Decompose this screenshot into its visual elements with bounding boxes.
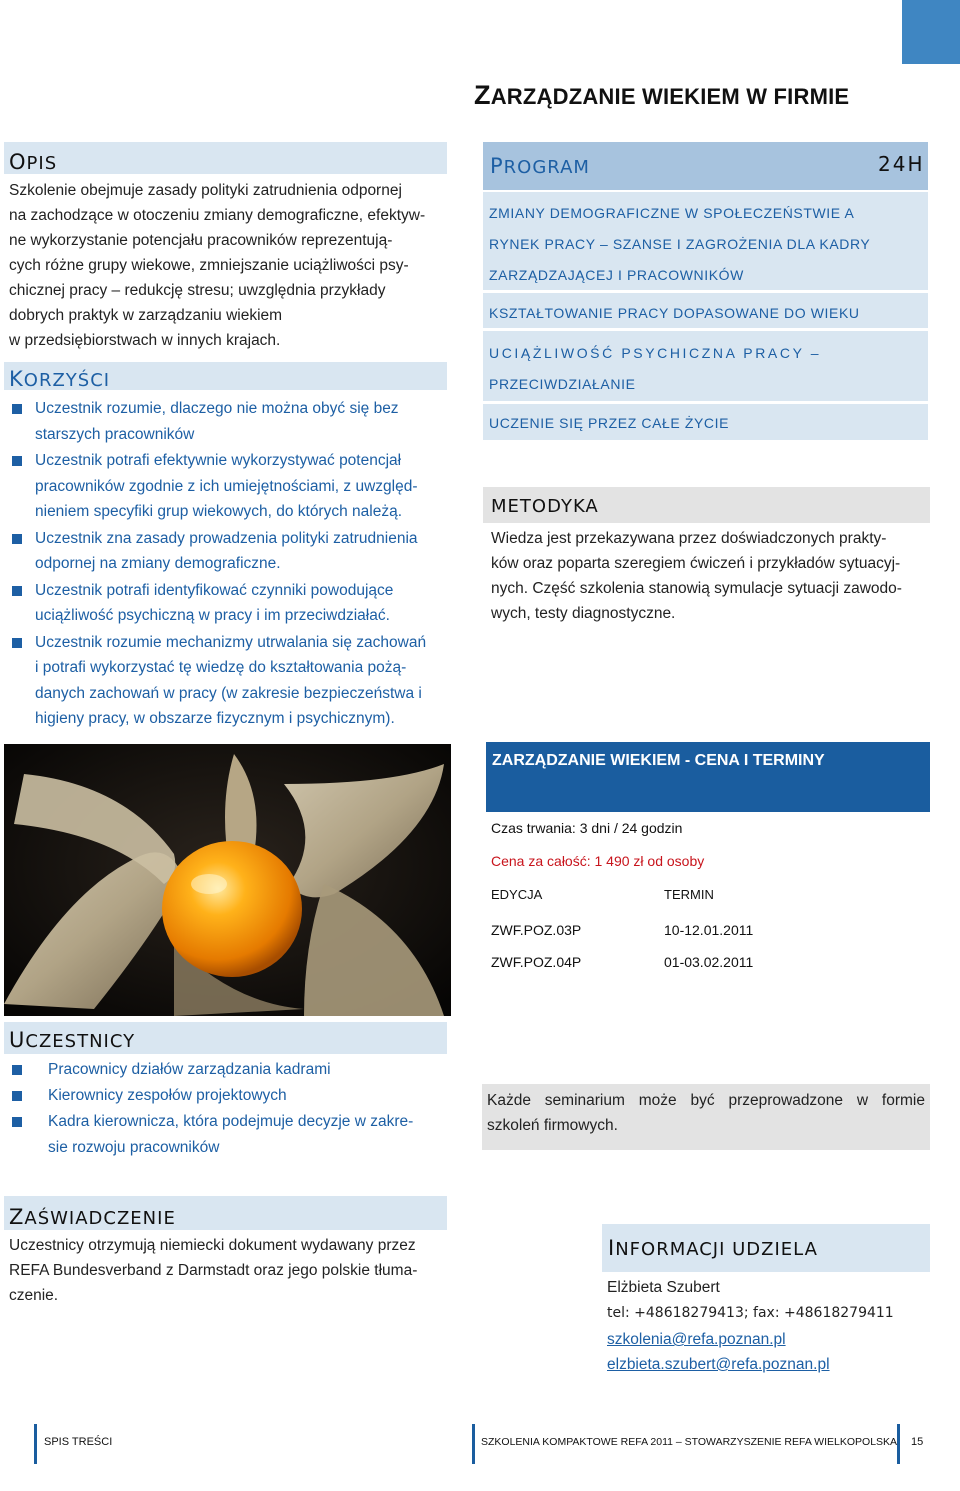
footer-divider: [897, 1424, 900, 1464]
physalis-photo: [4, 744, 451, 1016]
list-item: Uczestnik potrafi efektywnie wykorzystywać potencjał pracowników zgodnie z ich umiejętnościami, z uwzględ- nieniem specyfiki grup wiekowych, do których należą.: [10, 448, 450, 525]
list-item: Uczestnik zna zasady prowadzenia polityki zatrudnienia odpornej na zmiany demograficzne.: [10, 526, 450, 577]
cena-duration: Czas trwania: 3 dni / 24 godzin: [491, 820, 683, 836]
list-item: Pracownicy działów zarządzania kadrami: [10, 1057, 450, 1083]
opis-line: na zachodzące w otoczeniu zmiany demograficzne, efektyw-: [9, 207, 426, 224]
opis-line: chicznej pracy – redukcję stresu; uwzględnia przykłady: [9, 282, 386, 299]
program-item: KSZTAŁTOWANIE PRACY DOPASOWANE DO WIEKU: [489, 305, 860, 321]
opis-text: [9, 178, 449, 353]
metodyka-line: ków oraz poparta szeregiem ćwiczeń i przykładów sytuacyj-: [491, 555, 901, 572]
program-item: UCZENIE SIĘ PRZEZ CAŁE ŻYCIE: [489, 415, 730, 431]
email-link-szubert[interactable]: elzbieta.szubert@refa.poznan.pl: [607, 1356, 830, 1373]
list-item: Kierownicy zespołów projektowych: [10, 1083, 450, 1109]
cena-col-edycja: EDYCJA: [491, 887, 543, 902]
opis-line: dobrych praktyk w zarządzaniu wiekiem: [9, 307, 283, 324]
contact-name: Elżbieta Szubert: [607, 1279, 720, 1296]
list-item: Kadra kierownicza, która podejmuje decyzje w zakre- sie rozwoju pracowników: [10, 1109, 450, 1161]
opis-line: cych różne grupy wiekowe, zmniejszanie uciążliwości psy-: [9, 257, 409, 274]
cena-heading: ZARZĄDZANIE WIEKIEM - CENA I TERMINY: [492, 752, 825, 769]
footer-divider: [34, 1424, 37, 1464]
list-item: Uczestnik rozumie, dlaczego nie można obyć się bez starszych pracowników: [10, 396, 450, 447]
program-heading: PROGRAM: [490, 154, 590, 178]
opis-heading: OPIS: [9, 150, 58, 174]
program-item: ZMIANY DEMOGRAFICZNE W SPOŁECZEŃSTWIE A RYNEK PRACY – SZANSE I ZAGROŻENIA DLA KADRY ZARZĄDZAJĄCEJ I PRACOWNIKÓW: [489, 205, 871, 283]
uczestnicy-list: [10, 1057, 450, 1161]
metodyka-line: wych, testy diagnostyczne.: [491, 605, 676, 622]
corner-accent-block: [902, 0, 960, 64]
metodyka-line: nych. Część szkolenia stanowią symulacje sytuacji zawodo-: [491, 580, 902, 597]
uczestnicy-heading: UCZESTNICY: [9, 1028, 136, 1052]
email-link-szkolenia[interactable]: szkolenia@refa.poznan.pl: [607, 1331, 786, 1348]
opis-line: ne wykorzystanie potencjału pracowników reprezentują-: [9, 232, 393, 249]
list-item: Uczestnik rozumie mechanizmy utrwalania się zachowań i potrafi wykorzystać tę wiedzę do kształtowania pożą- danych zachowań w pracy (w zakresie bezpieczeństwa i higieny pracy, w obszarze fizycznym i psychicznym).: [10, 630, 450, 732]
korzysci-list: [10, 396, 450, 732]
informacji-heading: INFORMACJI UDZIELA: [608, 1236, 818, 1260]
cena-col-termin: TERMIN: [664, 887, 714, 902]
metodyka-line: Wiedza jest przekazywana przez doświadczonych prakty-: [491, 530, 887, 547]
zaswiadczenie-line: REFA Bundesverband z Darmstadt oraz jego polskie tłuma-: [9, 1262, 418, 1279]
edition-code: ZWF.POZ.04P: [491, 954, 582, 970]
page-number: 15: [911, 1436, 924, 1448]
cena-price: Cena za całość: 1 490 zł od osoby: [491, 853, 705, 869]
zaswiadczenie-text: [9, 1233, 449, 1308]
footer-divider: [472, 1424, 475, 1464]
program-item: UCIĄŻLIWOŚĆ PSYCHICZNA PRACY – PRZECIWDZIAŁANIE: [489, 345, 822, 392]
edition-code: ZWF.POZ.03P: [491, 922, 582, 938]
physalis-illustration: [4, 744, 451, 1016]
opis-heading-bar: [4, 142, 447, 174]
zaswiadczenie-line: Uczestnicy otrzymują niemiecki dokument wydawany przez: [9, 1237, 416, 1254]
zaswiadczenie-heading: ZAŚWIADCZENIE: [9, 1205, 176, 1229]
page-title: ZARZĄDZANIE WIEKIEM W FIRMIE: [474, 80, 850, 110]
opis-line: Szkolenie obejmuje zasady polityki zatrudnienia odpornej: [9, 182, 402, 199]
korzysci-heading: KORZYŚCI: [9, 367, 111, 391]
metodyka-heading: METODYKA: [491, 496, 599, 517]
edition-date: 01-03.02.2011: [664, 954, 754, 970]
edition-date: 10-12.01.2011: [664, 922, 754, 938]
metodyka-text: [491, 526, 931, 626]
opis-line: w przedsiębiorstwach w innych krajach.: [9, 332, 281, 349]
program-hours: 24H: [878, 152, 925, 176]
list-item: Uczestnik potrafi identyfikować czynniki powodujące uciążliwość psychiczną w pracy i im przeciwdziałać.: [10, 578, 450, 629]
contact-phone: tel: +48618279413; fax: +48618279411: [607, 1305, 894, 1321]
footer-publication: SZKOLENIA KOMPAKTOWE REFA 2011 – STOWARZYSZENIE REFA WIELKOPOLSKA: [481, 1436, 898, 1448]
zaswiadczenie-line: czenie.: [9, 1287, 59, 1304]
table-of-contents-link[interactable]: SPIS TREŚCI: [44, 1436, 113, 1448]
seminar-note: Każde seminarium może być przeprowadzone w formie szkoleń firmowych.: [487, 1092, 925, 1134]
